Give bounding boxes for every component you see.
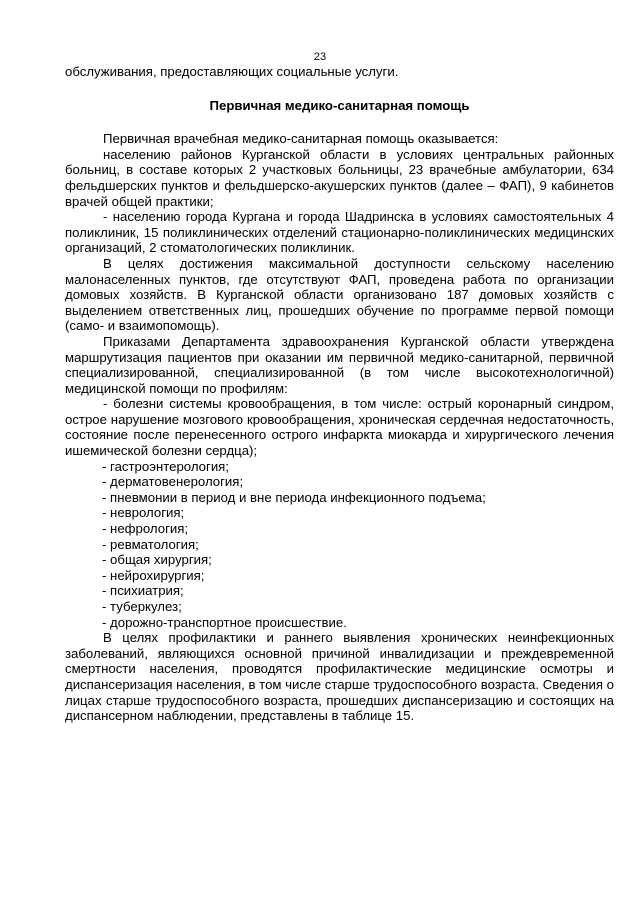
continuation-text: обслуживания, предоставляющих социальные услуги. <box>65 64 399 79</box>
paragraph-prevention: В целях профилактики и раннего выявления хронических неинфекционных заболеваний, являющихся основной причиной инвалидизации и преждевременной смертности населения, проводятся профилактические медицинские осмотры и диспансеризация населения, в том числе старше трудоспособного возраста. Сведения о лицах старше трудоспособного возраста, прошедших диспансеризацию и состоящих на диспансерном наблюдении, представлены в таблице 15. <box>65 630 614 724</box>
list-item: - неврология; <box>102 505 185 521</box>
paragraph-urban: - населению города Кургана и города Шадринска в условиях самостоятельных 4 поликлиник, 15 поликлинических отделений стационарно-поликлинических медицинских организаций, 2 стоматологических поликлиник. <box>65 209 614 256</box>
document-body <box>65 64 614 724</box>
list-item: - гастроэнтерология; <box>102 458 229 474</box>
profile-list <box>65 459 614 631</box>
list-item: - психиатрия; <box>102 583 184 599</box>
list-item: - дорожно-транспортное происшествие. <box>102 614 347 630</box>
list-item: - общая хирургия; <box>102 552 212 568</box>
paragraph-routing: Приказами Департамента здравоохранения Курганской области утверждена маршрутизация пациентов при оказании им первичной медико-санитарной, первичной специализированной, специализированной (в том числе высокотехнологичной) медицинской помощи по профилям: <box>65 333 614 396</box>
section-heading: Первичная медико-санитарная помощь <box>209 97 470 113</box>
list-item: - туберкулез; <box>102 599 182 614</box>
paragraph-intro: Первичная врачебная медико-санитарная помощь оказывается: <box>103 131 499 147</box>
paragraph-cardio: - болезни системы кровообращения, в том числе: острый коронарный синдром, острое нарушение мозгового кровообращения, хроническая сердечная недостаточность, состояние после перенесенного острого инфаркта миокарда и хирургического лечения ишемической болезни сердца); <box>65 396 614 459</box>
paragraph-rural: населению районов Курганской области в условиях центральных районных больниц, в составе которых 2 участковых больницы, 23 врачебные амбулатории, 634 фельдшерских пунктов и фельдшерско-акушерских пунктов (далее – ФАП), 9 кабинетов врачей общей практики; <box>65 146 614 209</box>
list-item: - нефрология; <box>102 521 189 537</box>
page-number: 23 <box>313 51 327 63</box>
list-item: - ревматология; <box>102 536 199 552</box>
list-item: - пневмонии в период и вне периода инфекционного подъема; <box>102 489 486 505</box>
list-item: - нейрохирургия; <box>102 567 205 583</box>
list-item: - дерматовенерология; <box>102 474 244 490</box>
paragraph-households: В целях достижения максимальной доступности сельскому населению малонаселенных пунктов, где отсутствуют ФАП, проведена работа по организации домовых хозяйств. В Курганской области организовано 187 домовых хозяйств с выделением ответственных лиц, прошедших обучение по программе первой помощи (само- и взаимопомощь). <box>65 255 614 334</box>
